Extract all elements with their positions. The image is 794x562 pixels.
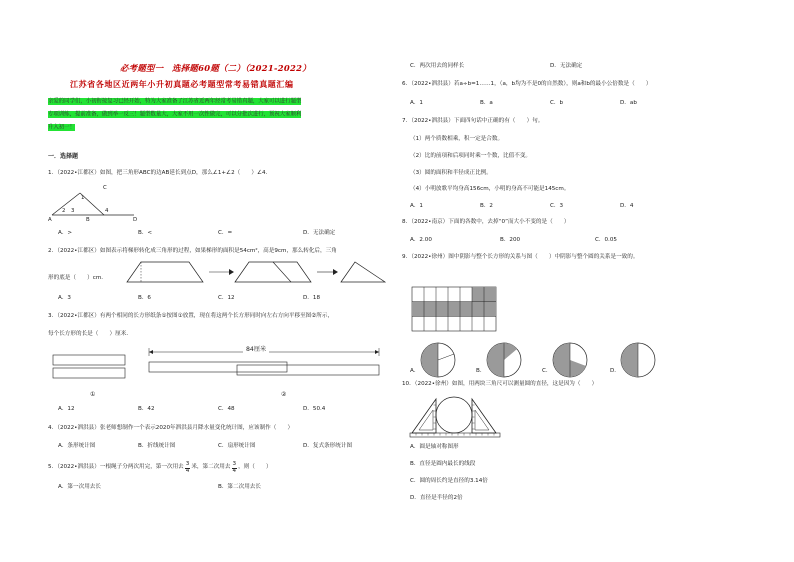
q3-figure-label-2: ② (281, 391, 287, 398)
q8-option-a[interactable]: A．2.00 (410, 237, 432, 243)
q7-statement-3: （3）圆的面积和半径成正比例。 (410, 170, 492, 176)
q1-option-a[interactable]: A．> (58, 230, 73, 236)
q5-option-d[interactable]: D．无法确定 (550, 63, 583, 69)
q6-option-d[interactable]: D．ab (620, 100, 637, 106)
section-title: 一．选择题 (48, 153, 79, 160)
q2-option-b[interactable]: B．6 (138, 295, 151, 301)
q2-option-a[interactable]: A．3 (58, 295, 71, 301)
q2-trapezoid-figure (123, 258, 388, 286)
q1-text: 1．（2022•江都区）如图，把三角形ABC的边AB延长到点D，那么∠1+∠2（ ）∠4． (48, 170, 272, 176)
q9-circle-b (487, 343, 521, 377)
q4-option-b[interactable]: B．折线统计图 (138, 443, 176, 449)
q7-option-a[interactable]: A．1 (410, 203, 423, 209)
q5-frac1-numerator: 3 (185, 461, 190, 467)
q1-label-4: 4 (105, 208, 109, 214)
q5-frac2-denominator: 4 (232, 467, 237, 474)
q5-frac2-numerator: 3 (232, 461, 237, 467)
q3-figure-label-1: ① (90, 391, 96, 398)
q9-circle-options (412, 340, 662, 380)
q7-text: 7．（2022•泗洪县）下面四句话中正确的有（ ）句。 (402, 118, 544, 124)
q9-option-c[interactable]: C． (542, 368, 552, 374)
q3-text-line-2: 每个长方形的长是（ ）厘米． (48, 331, 132, 337)
q9-option-b[interactable]: B． (476, 368, 486, 374)
q4-option-c[interactable]: C．扇形统计图 (218, 443, 256, 449)
q5-option-b[interactable]: B．第二次用去长 (218, 484, 261, 490)
q2-option-d[interactable]: D．18 (303, 295, 321, 301)
notice-line-2: 专项训练，提前准备，做到举一反三！题型数量大，大家不用一次性做完，可以分批次进行，预祝大家顺利 (48, 111, 302, 117)
q5-text-b: 米，第二次用去 (191, 464, 231, 471)
q9-grid-rectangle (412, 287, 496, 331)
q3-option-a[interactable]: A．12 (58, 406, 75, 412)
q8-text: 8．（2022•南京）下面的各数中，去掉“0”而大小不变的是（ ） (402, 219, 570, 225)
q1-option-d[interactable]: D．无法确定 (303, 230, 336, 236)
q1-label-1: 1 (81, 195, 85, 201)
title-line-2: 江苏省各地区近两年小升初真题必考题型常考易错真题汇编 (70, 80, 294, 89)
q1-option-c[interactable]: C．= (218, 230, 233, 236)
q10-option-b[interactable]: B．直径是圆内最长的线段 (410, 461, 476, 467)
q3-measure-label: 84厘米 (246, 346, 267, 353)
q5-text (48, 462, 272, 474)
q7-statement-2: （2）比的前项和后项同时乘一个数，比值不变。 (410, 153, 532, 159)
q7-statement-4: （4）小明放歌平均身高156cm，小明的身高不可能是145cm。 (410, 186, 570, 192)
q7-statement-1: （1）两个质数相乘，积一定是合数。 (410, 136, 504, 142)
q6-option-c[interactable]: C．b (550, 100, 564, 106)
q10-triangle-rulers-figure (410, 393, 500, 438)
q5-frac1-denominator: 4 (185, 467, 190, 474)
q7-option-b[interactable]: B．2 (480, 203, 493, 209)
q6-text: 6．（2022•泗洪县）若a÷b=1……1，（a，b均为不是0的自然数），则a和b的最小公倍数是（ ） (402, 81, 652, 87)
notice-line-1: 亲爱的同学们，小初衔接复习已经开始，特为大家准备了江苏省近两年经常考易错真题，大家可以进行题型 (48, 98, 302, 104)
q1-option-b[interactable]: B．< (138, 230, 153, 236)
q2-text-line-2: 形的底是（ ）cm． (48, 275, 107, 281)
q3-option-b[interactable]: B．42 (138, 406, 155, 412)
q5-option-a[interactable]: A．第一次用去长 (58, 484, 101, 490)
q5-fraction-1 (185, 462, 191, 474)
q9-circle-c (553, 343, 587, 377)
q1-label-C: C (103, 185, 107, 191)
right-column (402, 0, 755, 562)
q5-fraction-2 (232, 462, 238, 474)
q1-label-A: A (48, 217, 52, 223)
q7-option-c[interactable]: C．3 (550, 203, 564, 209)
q9-circle-d (621, 343, 655, 377)
q4-option-a[interactable]: A．条形统计图 (58, 443, 96, 449)
q8-option-c[interactable]: C．0.05 (595, 237, 617, 243)
q8-option-b[interactable]: B．200 (500, 237, 521, 243)
left-column (48, 0, 393, 562)
q6-option-a[interactable]: A．1 (410, 100, 423, 106)
q6-option-b[interactable]: B．a (480, 100, 493, 106)
q10-option-d[interactable]: D．直径是半径的2倍 (410, 495, 463, 501)
q1-label-2: 2 (62, 208, 66, 214)
q9-text: 9．（2022•徐州）图中阴影与整个长方形的关系与图（ ）中阴影与整个圆的关系是一致的。 (402, 254, 639, 260)
q5-option-c[interactable]: C．两次用去的同样长 (410, 63, 465, 69)
q1-label-B: B (86, 217, 90, 223)
q7-option-d[interactable]: D．4 (620, 203, 634, 209)
q3-text-line-1: 3．（2022•江都区）有两个相同的长方形纸条①按图①放置，现在将这两个长方形同时向左右方向平移至图②所示， (48, 313, 334, 319)
q9-circle-a (421, 343, 455, 377)
q4-option-d[interactable]: D．复式条形统计图 (303, 443, 353, 449)
q10-text: 10．（2022•徐州）如图，用两块三角尺可以测量圆的直径，这是因为（ ） (402, 381, 598, 387)
q3-option-c[interactable]: C．48 (218, 406, 235, 412)
q4-text: 4．（2022•泗洪县）张老师想制作一个表示2020年泗洪县月降水量变化统计图，应该制作（ ） (48, 425, 294, 431)
q1-label-D: D (133, 217, 138, 223)
q2-option-c[interactable]: C．12 (218, 295, 235, 301)
q5-text-c: ，则（ ） (238, 464, 272, 471)
q1-triangle-figure (48, 181, 138, 221)
notice-line-3: 升入初一！ (48, 124, 75, 130)
q10-option-c[interactable]: C．圆的周长约是直径的3.14倍 (410, 478, 488, 484)
q2-text-line-1: 2．（2022•江都区）如图表示将梯形转化成三角形的过程，如果梯形的面积是54cm²，高是9cm，那么转化后，三角 (48, 248, 337, 254)
q9-option-a[interactable]: A． (410, 368, 420, 374)
q9-option-d[interactable]: D． (610, 368, 620, 374)
q5-text-a: 5．（2022•泗洪县）一根绳子分两次用完，第一次用去 (48, 464, 184, 471)
q3-rectangles-figure (53, 336, 383, 400)
q10-option-a[interactable]: A．圆是轴对称图形 (410, 444, 459, 450)
q1-label-3: 3 (71, 208, 75, 214)
title-line-1: 必考题型一 选择题60题（二）（2021-2022） (120, 63, 311, 73)
q3-option-d[interactable]: D．50.4 (303, 406, 326, 412)
